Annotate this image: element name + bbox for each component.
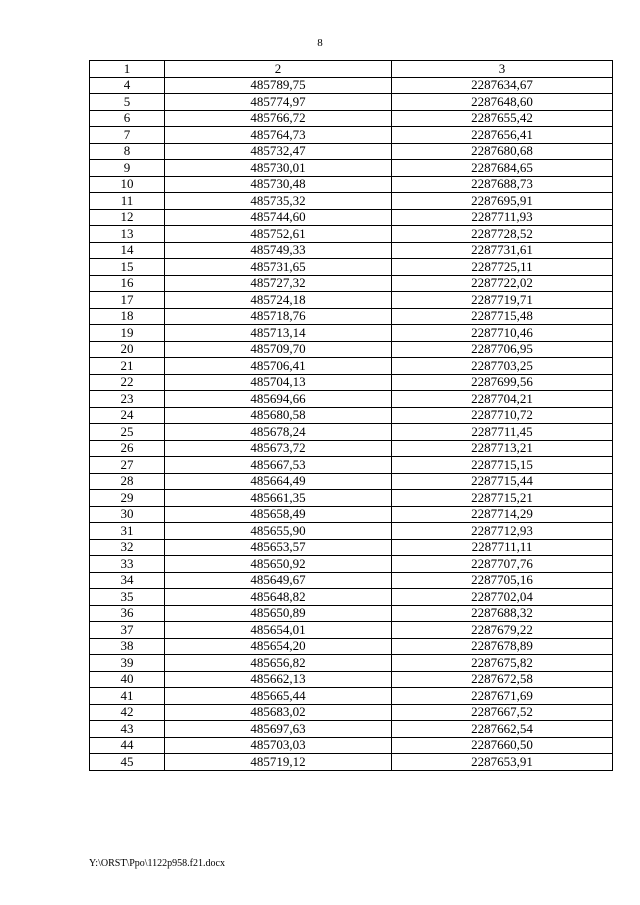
point-number-cell: 24 xyxy=(90,407,165,424)
y-coordinate-cell: 2287704,21 xyxy=(392,391,613,408)
table-row xyxy=(90,275,613,292)
point-number-cell: 39 xyxy=(90,655,165,672)
y-coordinate-cell: 2287675,82 xyxy=(392,655,613,672)
table-row xyxy=(90,737,613,754)
point-number-cell: 6 xyxy=(90,110,165,127)
y-coordinate-cell: 2287688,73 xyxy=(392,176,613,193)
y-coordinate-cell: 2287653,91 xyxy=(392,754,613,771)
y-coordinate-cell: 2287711,11 xyxy=(392,539,613,556)
table-row xyxy=(90,671,613,688)
table-row xyxy=(90,325,613,342)
point-number-cell: 25 xyxy=(90,424,165,441)
point-number-cell: 4 xyxy=(90,77,165,94)
y-coordinate-cell: 2287728,52 xyxy=(392,226,613,243)
point-number-cell: 33 xyxy=(90,556,165,573)
point-number-cell: 8 xyxy=(90,143,165,160)
y-coordinate-cell: 2287671,69 xyxy=(392,688,613,705)
x-coordinate-cell: 485713,14 xyxy=(165,325,392,342)
table-row xyxy=(90,193,613,210)
x-coordinate-cell: 485727,32 xyxy=(165,275,392,292)
point-number-cell: 35 xyxy=(90,589,165,606)
x-coordinate-cell: 485766,72 xyxy=(165,110,392,127)
y-coordinate-cell: 2287711,45 xyxy=(392,424,613,441)
point-number-cell: 12 xyxy=(90,209,165,226)
table-row xyxy=(90,473,613,490)
point-number-cell: 31 xyxy=(90,523,165,540)
y-coordinate-cell: 2287648,60 xyxy=(392,94,613,111)
point-number-cell: 34 xyxy=(90,572,165,589)
point-number-cell: 28 xyxy=(90,473,165,490)
x-coordinate-cell: 485732,47 xyxy=(165,143,392,160)
x-coordinate-cell: 485680,58 xyxy=(165,407,392,424)
x-coordinate-cell: 485744,60 xyxy=(165,209,392,226)
table-row xyxy=(90,242,613,259)
x-coordinate-cell: 485649,67 xyxy=(165,572,392,589)
header-col-1: 1 xyxy=(90,61,165,78)
point-number-cell: 17 xyxy=(90,292,165,309)
x-coordinate-cell: 485662,13 xyxy=(165,671,392,688)
x-coordinate-cell: 485650,89 xyxy=(165,605,392,622)
y-coordinate-cell: 2287672,58 xyxy=(392,671,613,688)
point-number-cell: 13 xyxy=(90,226,165,243)
x-coordinate-cell: 485789,75 xyxy=(165,77,392,94)
point-number-cell: 40 xyxy=(90,671,165,688)
x-coordinate-cell: 485752,61 xyxy=(165,226,392,243)
x-coordinate-cell: 485678,24 xyxy=(165,424,392,441)
x-coordinate-cell: 485665,44 xyxy=(165,688,392,705)
point-number-cell: 22 xyxy=(90,374,165,391)
x-coordinate-cell: 485661,35 xyxy=(165,490,392,507)
y-coordinate-cell: 2287719,71 xyxy=(392,292,613,309)
y-coordinate-cell: 2287706,95 xyxy=(392,341,613,358)
table-header-row xyxy=(90,61,613,78)
point-number-cell: 45 xyxy=(90,754,165,771)
x-coordinate-cell: 485719,12 xyxy=(165,754,392,771)
point-number-cell: 30 xyxy=(90,506,165,523)
y-coordinate-cell: 2287710,46 xyxy=(392,325,613,342)
x-coordinate-cell: 485658,49 xyxy=(165,506,392,523)
y-coordinate-cell: 2287707,76 xyxy=(392,556,613,573)
point-number-cell: 19 xyxy=(90,325,165,342)
point-number-cell: 20 xyxy=(90,341,165,358)
table-row xyxy=(90,622,613,639)
point-number-cell: 26 xyxy=(90,440,165,457)
footer-file-path: Y:\ORST\Ppo\1122p958.f21.docx xyxy=(89,858,225,869)
point-number-cell: 29 xyxy=(90,490,165,507)
table-row xyxy=(90,160,613,177)
x-coordinate-cell: 485650,92 xyxy=(165,556,392,573)
table-body xyxy=(90,77,613,770)
y-coordinate-cell: 2287684,65 xyxy=(392,160,613,177)
table-row xyxy=(90,226,613,243)
y-coordinate-cell: 2287699,56 xyxy=(392,374,613,391)
x-coordinate-cell: 485653,57 xyxy=(165,539,392,556)
x-coordinate-cell: 485654,20 xyxy=(165,638,392,655)
point-number-cell: 5 xyxy=(90,94,165,111)
table-row xyxy=(90,77,613,94)
point-number-cell: 18 xyxy=(90,308,165,325)
table-row xyxy=(90,523,613,540)
point-number-cell: 41 xyxy=(90,688,165,705)
table-row xyxy=(90,440,613,457)
table-row xyxy=(90,358,613,375)
y-coordinate-cell: 2287712,93 xyxy=(392,523,613,540)
y-coordinate-cell: 2287715,44 xyxy=(392,473,613,490)
y-coordinate-cell: 2287656,41 xyxy=(392,127,613,144)
x-coordinate-cell: 485683,02 xyxy=(165,704,392,721)
y-coordinate-cell: 2287715,15 xyxy=(392,457,613,474)
x-coordinate-cell: 485730,48 xyxy=(165,176,392,193)
x-coordinate-cell: 485697,63 xyxy=(165,721,392,738)
y-coordinate-cell: 2287634,67 xyxy=(392,77,613,94)
table-row xyxy=(90,589,613,606)
x-coordinate-cell: 485709,70 xyxy=(165,341,392,358)
x-coordinate-cell: 485694,66 xyxy=(165,391,392,408)
table-row xyxy=(90,721,613,738)
table-row xyxy=(90,490,613,507)
point-number-cell: 10 xyxy=(90,176,165,193)
table-row xyxy=(90,374,613,391)
point-number-cell: 38 xyxy=(90,638,165,655)
point-number-cell: 7 xyxy=(90,127,165,144)
y-coordinate-cell: 2287679,22 xyxy=(392,622,613,639)
point-number-cell: 32 xyxy=(90,539,165,556)
y-coordinate-cell: 2287703,25 xyxy=(392,358,613,375)
y-coordinate-cell: 2287688,32 xyxy=(392,605,613,622)
table-row xyxy=(90,457,613,474)
y-coordinate-cell: 2287655,42 xyxy=(392,110,613,127)
y-coordinate-cell: 2287711,93 xyxy=(392,209,613,226)
y-coordinate-cell: 2287702,04 xyxy=(392,589,613,606)
point-number-cell: 27 xyxy=(90,457,165,474)
y-coordinate-cell: 2287715,48 xyxy=(392,308,613,325)
point-number-cell: 37 xyxy=(90,622,165,639)
header-col-2: 2 xyxy=(165,61,392,78)
y-coordinate-cell: 2287715,21 xyxy=(392,490,613,507)
point-number-cell: 11 xyxy=(90,193,165,210)
table-row xyxy=(90,754,613,771)
table-row xyxy=(90,424,613,441)
x-coordinate-cell: 485706,41 xyxy=(165,358,392,375)
table-row xyxy=(90,506,613,523)
table-row xyxy=(90,556,613,573)
point-number-cell: 43 xyxy=(90,721,165,738)
y-coordinate-cell: 2287660,50 xyxy=(392,737,613,754)
table-row xyxy=(90,638,613,655)
header-col-3: 3 xyxy=(392,61,613,78)
table-row xyxy=(90,292,613,309)
x-coordinate-cell: 485655,90 xyxy=(165,523,392,540)
table-row xyxy=(90,341,613,358)
x-coordinate-cell: 485730,01 xyxy=(165,160,392,177)
y-coordinate-cell: 2287667,52 xyxy=(392,704,613,721)
table-row xyxy=(90,127,613,144)
y-coordinate-cell: 2287710,72 xyxy=(392,407,613,424)
x-coordinate-cell: 485718,76 xyxy=(165,308,392,325)
point-number-cell: 15 xyxy=(90,259,165,276)
table-row xyxy=(90,572,613,589)
x-coordinate-cell: 485656,82 xyxy=(165,655,392,672)
x-coordinate-cell: 485731,65 xyxy=(165,259,392,276)
y-coordinate-cell: 2287680,68 xyxy=(392,143,613,160)
point-number-cell: 9 xyxy=(90,160,165,177)
x-coordinate-cell: 485724,18 xyxy=(165,292,392,309)
x-coordinate-cell: 485654,01 xyxy=(165,622,392,639)
page-number: 8 xyxy=(317,37,323,49)
table-row xyxy=(90,308,613,325)
x-coordinate-cell: 485703,03 xyxy=(165,737,392,754)
table-row xyxy=(90,407,613,424)
table-row xyxy=(90,688,613,705)
y-coordinate-cell: 2287705,16 xyxy=(392,572,613,589)
y-coordinate-cell: 2287695,91 xyxy=(392,193,613,210)
point-number-cell: 16 xyxy=(90,275,165,292)
coordinates-table xyxy=(89,60,613,771)
table-row xyxy=(90,539,613,556)
table-row xyxy=(90,94,613,111)
x-coordinate-cell: 485648,82 xyxy=(165,589,392,606)
x-coordinate-cell: 485704,13 xyxy=(165,374,392,391)
point-number-cell: 21 xyxy=(90,358,165,375)
x-coordinate-cell: 485673,72 xyxy=(165,440,392,457)
x-coordinate-cell: 485774,97 xyxy=(165,94,392,111)
table-row xyxy=(90,605,613,622)
y-coordinate-cell: 2287662,54 xyxy=(392,721,613,738)
x-coordinate-cell: 485749,33 xyxy=(165,242,392,259)
point-number-cell: 44 xyxy=(90,737,165,754)
x-coordinate-cell: 485735,32 xyxy=(165,193,392,210)
point-number-cell: 36 xyxy=(90,605,165,622)
y-coordinate-cell: 2287722,02 xyxy=(392,275,613,292)
x-coordinate-cell: 485764,73 xyxy=(165,127,392,144)
table-row xyxy=(90,176,613,193)
point-number-cell: 42 xyxy=(90,704,165,721)
table-row xyxy=(90,110,613,127)
point-number-cell: 23 xyxy=(90,391,165,408)
y-coordinate-cell: 2287725,11 xyxy=(392,259,613,276)
x-coordinate-cell: 485667,53 xyxy=(165,457,392,474)
table-row xyxy=(90,143,613,160)
y-coordinate-cell: 2287731,61 xyxy=(392,242,613,259)
table-row xyxy=(90,259,613,276)
table-row xyxy=(90,391,613,408)
table-row xyxy=(90,655,613,672)
table-row xyxy=(90,704,613,721)
table-row xyxy=(90,209,613,226)
y-coordinate-cell: 2287678,89 xyxy=(392,638,613,655)
y-coordinate-cell: 2287713,21 xyxy=(392,440,613,457)
x-coordinate-cell: 485664,49 xyxy=(165,473,392,490)
point-number-cell: 14 xyxy=(90,242,165,259)
y-coordinate-cell: 2287714,29 xyxy=(392,506,613,523)
